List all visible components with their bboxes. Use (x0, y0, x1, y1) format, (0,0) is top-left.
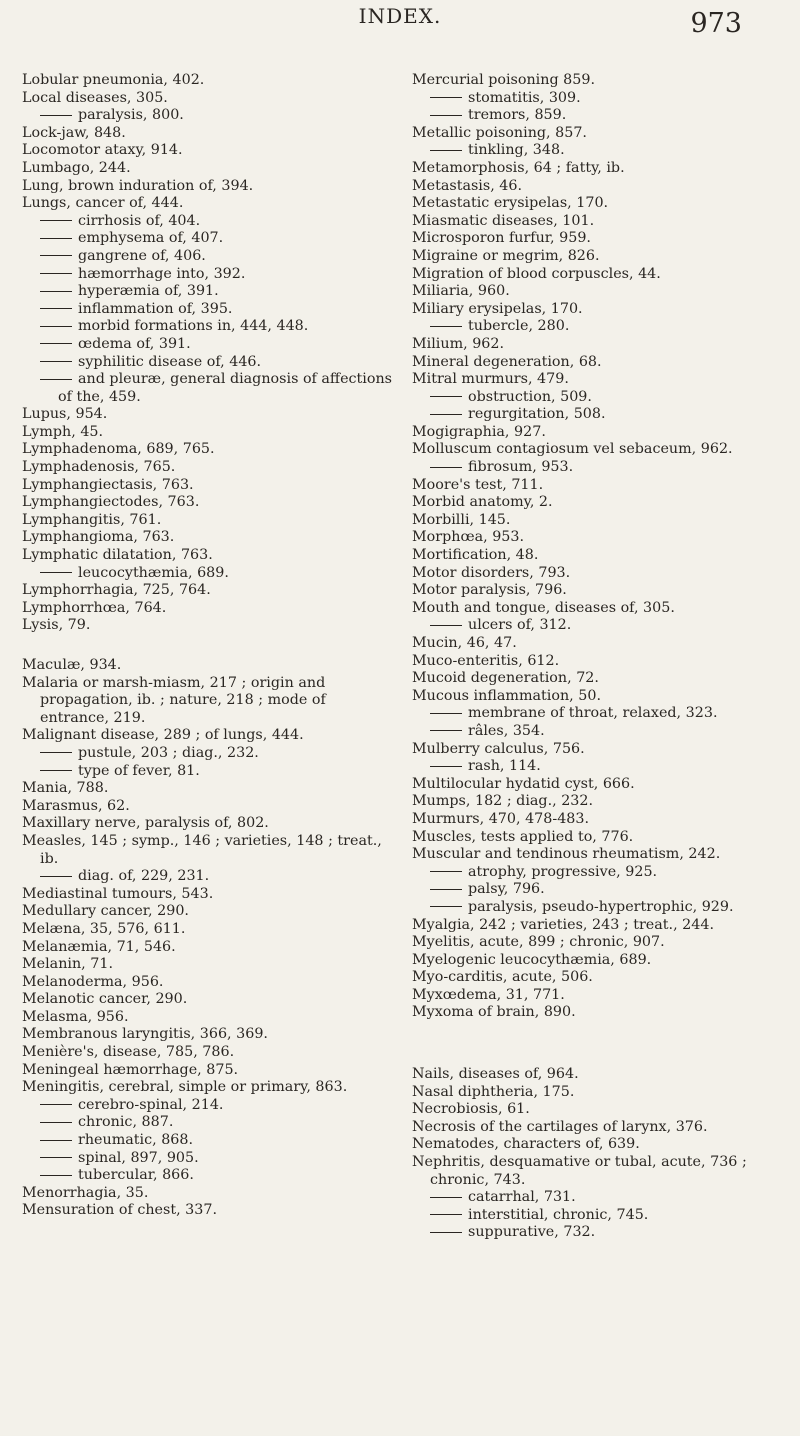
entry-text: Mucin, 46, 47. (412, 635, 517, 651)
entry-text: Menorrhagia, 35. (22, 1184, 149, 1201)
index-subentry (412, 864, 782, 882)
index-entry (22, 1062, 392, 1080)
entry-text: atrophy, progressive, 925. (468, 863, 658, 880)
index-subentry (412, 617, 782, 635)
index-subentry (22, 318, 392, 336)
index-subentry (22, 213, 392, 231)
entry-text: Mortification, 48. (412, 547, 539, 564)
dash-rule (430, 467, 462, 468)
entry-text: and pleuræ, general diagnosis of affections of the, 459. (58, 371, 393, 405)
index-subentry (22, 230, 392, 248)
index-subentry (22, 868, 392, 886)
entry-text: Lymph, 45. (22, 423, 104, 440)
entry-text: œdema of, 391. (78, 335, 191, 352)
index-subentry (22, 1150, 392, 1168)
index-entry (412, 987, 782, 1005)
index-entry (412, 635, 782, 653)
index-entry (412, 1004, 782, 1022)
index-subentry (412, 881, 782, 899)
entry-text: Muscles, tests applied to, 776. (412, 828, 634, 845)
index-entry (22, 1185, 392, 1203)
entry-text: Lupus, 954. (22, 406, 108, 423)
index-column-right (412, 72, 782, 1242)
index-entry (22, 833, 392, 868)
entry-text: Mulberry calculus, 756. (412, 740, 585, 757)
entry-text: Lung, brown induration of, 394. (22, 177, 254, 194)
dash-rule (40, 361, 72, 362)
index-entry (412, 424, 782, 442)
index-entry (412, 846, 782, 864)
index-entry (412, 72, 782, 90)
index-entry (412, 195, 782, 213)
entry-text: suppurative, 732. (468, 1224, 596, 1241)
entry-text: ulcers of, 312. (468, 617, 572, 634)
entry-text: regurgitation, 508. (468, 406, 606, 423)
index-entry (412, 160, 782, 178)
index-entry (22, 459, 392, 477)
entry-text: Malignant disease, 289 ; of lungs, 444. (22, 727, 304, 744)
dash-rule (430, 766, 462, 767)
entry-text: tubercle, 280. (468, 318, 570, 335)
entry-text: râles, 354. (468, 722, 545, 739)
entry-text: Lungs, cancer of, 444. (22, 195, 184, 212)
entry-text: Lymphadenosis, 765. (22, 459, 176, 476)
index-subentry (412, 318, 782, 336)
dash-rule (40, 343, 72, 344)
index-entry (22, 780, 392, 798)
dash-rule (40, 326, 72, 327)
index-entry (22, 617, 392, 635)
index-entry (412, 371, 782, 389)
dash-rule (40, 1104, 72, 1105)
entry-text: Mucoid degeneration, 72. (412, 670, 599, 687)
entry-text: Muco-enteritis, 612. (412, 652, 560, 669)
index-subentry (22, 1097, 392, 1115)
dash-rule (430, 97, 462, 98)
dash-rule (40, 273, 72, 274)
index-subentry (22, 301, 392, 319)
entry-text: cirrhosis of, 404. (78, 212, 201, 229)
dash-rule (430, 115, 462, 116)
entry-text: Myo-carditis, acute, 506. (412, 969, 593, 986)
entry-text: Multilocular hydatid cyst, 666. (412, 775, 635, 792)
index-entry (22, 657, 392, 675)
index-subentry (412, 705, 782, 723)
entry-text: Measles, 145 ; symp., 146 ; varieties, 148 ; treat., ib. (22, 832, 382, 867)
entry-text: Lymphangioma, 763. (22, 529, 175, 546)
entry-text: Nematodes, characters of, 639. (412, 1136, 640, 1153)
index-entry (22, 600, 392, 618)
index-entry (22, 441, 392, 459)
index-entry (22, 991, 392, 1009)
entry-text: Meningitis, cerebral, simple or primary, 863. (22, 1079, 348, 1096)
entry-text: emphysema of, 407. (78, 230, 224, 247)
index-subentry (22, 354, 392, 372)
index-subentry (412, 90, 782, 108)
entry-text: chronic, 887. (78, 1114, 174, 1131)
entry-text: Miasmatic diseases, 101. (412, 212, 595, 229)
entry-text: rheumatic, 868. (78, 1132, 194, 1149)
entry-text: Motor paralysis, 796. (412, 582, 567, 599)
index-entry (22, 529, 392, 547)
entry-text: Mercurial poisoning 859. (412, 72, 595, 88)
entry-text: Lobular pneumonia, 402. (22, 72, 205, 88)
entry-text: Membranous laryngitis, 366, 369. (22, 1026, 268, 1043)
entry-text: Mineral degeneration, 68. (412, 353, 602, 370)
page-number: 973 (690, 8, 742, 39)
index-subentry (412, 406, 782, 424)
dash-rule (40, 1122, 72, 1123)
index-entry (412, 248, 782, 266)
entry-text: leucocythæmia, 689. (78, 564, 229, 581)
entry-text: Migraine or megrim, 826. (412, 247, 600, 264)
entry-text: Myelogenic leucocythæmia, 689. (412, 951, 652, 968)
index-entry (22, 1202, 392, 1220)
entry-text: Medullary cancer, 290. (22, 903, 189, 920)
entry-text: Melanoderma, 956. (22, 973, 164, 990)
index-entry (22, 195, 392, 213)
entry-text: Metamorphosis, 64 ; fatty, ib. (412, 159, 625, 176)
index-entry (22, 90, 392, 108)
entry-text: Lymphatic dilatation, 763. (22, 547, 213, 564)
index-entry (22, 727, 392, 745)
entry-text: rash, 114. (468, 758, 541, 775)
index-entry (412, 1154, 782, 1189)
index-entry (412, 670, 782, 688)
index-entry (22, 424, 392, 442)
entry-text: Mitral murmurs, 479. (412, 371, 569, 388)
index-subentry (22, 1132, 392, 1150)
entry-text: Metallic poisoning, 857. (412, 124, 587, 141)
index-subentry (22, 371, 392, 406)
entry-text: Molluscum contagiosum vel sebaceum, 962. (412, 441, 733, 458)
entry-text: Lysis, 79. (22, 617, 91, 634)
dash-rule (430, 1197, 462, 1198)
index-column-left (22, 72, 392, 1220)
index-entry (22, 956, 392, 974)
index-entry (412, 547, 782, 565)
entry-text: Milium, 962. (412, 335, 505, 352)
index-entry (22, 582, 392, 600)
index-subentry (412, 1189, 782, 1207)
entry-text: Local diseases, 305. (22, 89, 168, 106)
dash-rule (40, 572, 72, 573)
index-entry (412, 301, 782, 319)
entry-text: Necrosis of the cartilages of larynx, 376. (412, 1118, 708, 1135)
index-entry (22, 477, 392, 495)
index-entry (22, 72, 392, 90)
dash-rule (40, 238, 72, 239)
entry-text: Lymphadenoma, 689, 765. (22, 441, 215, 458)
entry-text: Melanæmia, 71, 546. (22, 938, 176, 955)
entry-text: Mouth and tongue, diseases of, 305. (412, 599, 675, 616)
dash-rule (40, 220, 72, 221)
index-entry (412, 653, 782, 671)
index-entry (412, 688, 782, 706)
index-subentry (22, 107, 392, 125)
entry-text: Morbilli, 145. (412, 511, 511, 528)
dash-rule (40, 1140, 72, 1141)
index-entry (412, 776, 782, 794)
index-entry (412, 230, 782, 248)
index-entry (412, 969, 782, 987)
index-entry (22, 1044, 392, 1062)
entry-text: Mediastinal tumours, 543. (22, 885, 214, 902)
index-subentry (22, 248, 392, 266)
index-entry (22, 815, 392, 833)
entry-text: Metastatic erysipelas, 170. (412, 195, 609, 212)
index-entry (412, 494, 782, 512)
entry-text: interstitial, chronic, 745. (468, 1206, 649, 1223)
entry-text: Malaria or marsh-miasm, 217 ; origin and propagation, ib. ; nature, 218 ; mode of entrance, 219. (22, 674, 326, 726)
entry-text: Lymphorrhagia, 725, 764. (22, 582, 211, 599)
entry-text: pustule, 203 ; diag., 232. (78, 744, 259, 761)
dash-rule (430, 625, 462, 626)
entry-text: Nasal diphtheria, 175. (412, 1083, 575, 1100)
entry-text: Maculæ, 934. (22, 657, 122, 673)
index-entry (412, 1066, 782, 1084)
index-entry (22, 939, 392, 957)
entry-text: Lumbago, 244. (22, 159, 131, 176)
entry-text: Moore's test, 711. (412, 476, 544, 493)
index-entry (22, 1079, 392, 1097)
entry-text: Marasmus, 62. (22, 797, 130, 814)
entry-text: Miliary erysipelas, 170. (412, 300, 583, 317)
entry-text: morbid formations in, 444, 448. (78, 318, 309, 335)
entry-text: type of fever, 81. (78, 762, 200, 779)
entry-text: Morbid anatomy, 2. (412, 494, 553, 511)
dash-rule (40, 876, 72, 877)
entry-text: spinal, 897, 905. (78, 1149, 199, 1166)
index-entry (22, 512, 392, 530)
entry-text: Murmurs, 470, 478-483. (412, 810, 590, 827)
index-entry (412, 811, 782, 829)
entry-text: Mucous inflammation, 50. (412, 687, 601, 704)
entry-text: Myxoma of brain, 890. (412, 1004, 576, 1021)
section-gap (22, 635, 392, 657)
dash-rule (430, 871, 462, 872)
index-entry (22, 675, 392, 728)
index-entry (412, 1136, 782, 1154)
index-subentry (412, 389, 782, 407)
dash-rule (40, 379, 72, 380)
dash-rule (430, 730, 462, 731)
index-entry (412, 829, 782, 847)
index-subentry (412, 142, 782, 160)
index-entry (22, 1026, 392, 1044)
index-entry (412, 582, 782, 600)
index-entry (412, 1084, 782, 1102)
index-entry (412, 565, 782, 583)
index-subentry (22, 745, 392, 763)
entry-text: membrane of throat, relaxed, 323. (468, 705, 718, 722)
entry-text: Myalgia, 242 ; varieties, 243 ; treat., 244. (412, 916, 714, 933)
entry-text: Nails, diseases of, 964. (412, 1066, 579, 1083)
entry-text: Myxœdema, 31, 771. (412, 986, 565, 1003)
dash-rule (40, 291, 72, 292)
index-subentry (22, 283, 392, 301)
entry-text: Metastasis, 46. (412, 177, 523, 194)
index-entry (412, 354, 782, 372)
dash-rule (430, 1214, 462, 1215)
index-entry (22, 903, 392, 921)
index-entry (22, 547, 392, 565)
entry-text: Myelitis, acute, 899 ; chronic, 907. (412, 934, 665, 951)
index-entry (412, 178, 782, 196)
entry-text: hyperæmia of, 391. (78, 283, 219, 300)
entry-text: Mumps, 182 ; diag., 232. (412, 793, 594, 810)
entry-text: diag. of, 229, 231. (78, 868, 210, 885)
index-subentry (22, 266, 392, 284)
index-subentry (412, 1207, 782, 1225)
index-entry (412, 283, 782, 301)
index-subentry (412, 459, 782, 477)
index-subentry (22, 336, 392, 354)
dash-rule (430, 326, 462, 327)
index-entry (412, 512, 782, 530)
entry-text: Melanin, 71. (22, 956, 114, 973)
index-entry (412, 441, 782, 459)
index-entry (412, 125, 782, 143)
index-entry (22, 798, 392, 816)
entry-text: cerebro-spinal, 214. (78, 1096, 224, 1113)
entry-text: Lymphangiectodes, 763. (22, 494, 200, 511)
index-entry (22, 142, 392, 160)
dash-rule (40, 255, 72, 256)
dash-rule (430, 906, 462, 907)
entry-text: Melasma, 956. (22, 1008, 129, 1025)
entry-text: Microsporon furfur, 959. (412, 230, 591, 247)
entry-text: syphilitic disease of, 446. (78, 353, 262, 370)
entry-text: fibrosum, 953. (468, 459, 574, 476)
entry-text: catarrhal, 731. (468, 1189, 576, 1206)
entry-text: obstruction, 509. (468, 388, 592, 405)
entry-text: hæmorrhage into, 392. (78, 265, 246, 282)
index-subentry (412, 107, 782, 125)
entry-text: Menière's, disease, 785, 786. (22, 1044, 235, 1061)
page-header: INDEX. (358, 4, 442, 28)
entry-text: Miliaria, 960. (412, 283, 510, 300)
entry-text: Mogigraphia, 927. (412, 423, 546, 440)
entry-text: Muscular and tendinous rheumatism, 242. (412, 846, 721, 863)
index-entry (22, 886, 392, 904)
index-entry (412, 1119, 782, 1137)
entry-text: Locomotor ataxy, 914. (22, 142, 183, 159)
entry-text: Necrobiosis, 61. (412, 1101, 530, 1118)
index-entry (412, 917, 782, 935)
index-entry (22, 125, 392, 143)
index-entry (412, 934, 782, 952)
entry-text: inflammation of, 395. (78, 300, 233, 317)
section-gap (412, 1022, 782, 1044)
index-entry (412, 336, 782, 354)
dash-rule (40, 770, 72, 771)
entry-text: Lymphangitis, 761. (22, 511, 162, 528)
entry-text: Lock-jaw, 848. (22, 124, 126, 141)
entry-text: Morphœa, 953. (412, 529, 525, 546)
dash-rule (430, 150, 462, 151)
entry-text: gangrene of, 406. (78, 247, 206, 264)
dash-rule (430, 889, 462, 890)
index-entry (412, 600, 782, 618)
entry-text: palsy, 796. (468, 881, 545, 898)
index-subentry (412, 723, 782, 741)
entry-text: Motor disorders, 793. (412, 564, 571, 581)
index-subentry (22, 763, 392, 781)
entry-text: Mania, 788. (22, 780, 109, 797)
index-entry (412, 793, 782, 811)
entry-text: tinkling, 348. (468, 142, 565, 159)
entry-text: stomatitis, 309. (468, 89, 581, 106)
dash-rule (40, 1157, 72, 1158)
dash-rule (430, 396, 462, 397)
dash-rule (430, 1232, 462, 1233)
dash-rule (40, 1175, 72, 1176)
index-entry (22, 406, 392, 424)
entry-text: paralysis, 800. (78, 107, 184, 124)
entry-text: Melæna, 35, 576, 611. (22, 920, 186, 937)
index-subentry (412, 1224, 782, 1242)
section-gap (412, 1044, 782, 1066)
entry-text: Nephritis, desquamative or tubal, acute, 736 ; chronic, 743. (412, 1154, 747, 1188)
index-subentry (22, 1114, 392, 1132)
entry-text: Melanotic cancer, 290. (22, 991, 188, 1008)
index-entry (412, 266, 782, 284)
index-entry (22, 921, 392, 939)
index-entry (412, 213, 782, 231)
index-subentry (412, 758, 782, 776)
entry-text: Maxillary nerve, paralysis of, 802. (22, 815, 269, 832)
index-entry (412, 952, 782, 970)
index-entry (412, 741, 782, 759)
index-subentry (22, 565, 392, 583)
index-entry (22, 974, 392, 992)
entry-text: tremors, 859. (468, 107, 567, 124)
entry-text: Lymphangiectasis, 763. (22, 476, 194, 493)
entry-text: Meningeal hæmorrhage, 875. (22, 1061, 239, 1078)
entry-text: Lymphorrhœa, 764. (22, 599, 167, 616)
dash-rule (430, 414, 462, 415)
index-entry (412, 477, 782, 495)
entry-text: Migration of blood corpuscles, 44. (412, 265, 661, 282)
index-entry (412, 529, 782, 547)
index-subentry (22, 1167, 392, 1185)
index-entry (22, 494, 392, 512)
entry-text: paralysis, pseudo-hypertrophic, 929. (468, 898, 734, 915)
dash-rule (430, 713, 462, 714)
dash-rule (40, 308, 72, 309)
index-entry (22, 178, 392, 196)
index-entry (22, 160, 392, 178)
index-entry (412, 1101, 782, 1119)
entry-text: Mensuration of chest, 337. (22, 1202, 218, 1219)
dash-rule (40, 115, 72, 116)
dash-rule (40, 752, 72, 753)
index-subentry (412, 899, 782, 917)
index-entry (22, 1009, 392, 1027)
entry-text: tubercular, 866. (78, 1167, 194, 1184)
